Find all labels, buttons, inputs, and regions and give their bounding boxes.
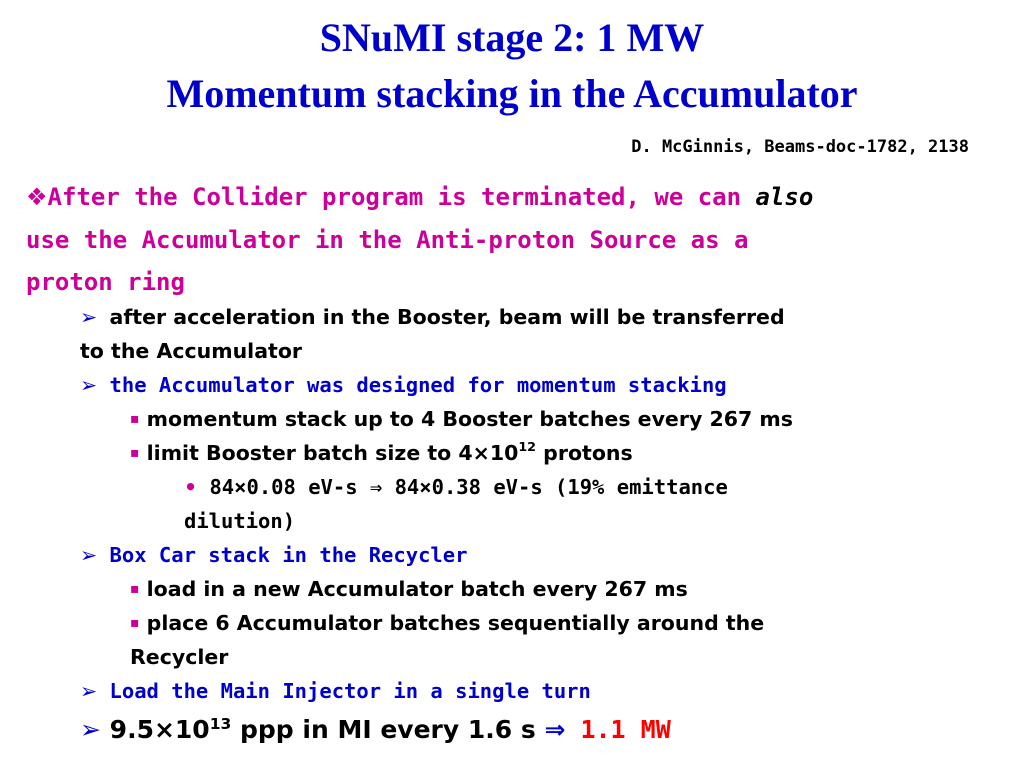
arrow-bullet-icon: ➢: [80, 543, 98, 567]
final-middle: ppp in MI every 1.6 s: [231, 715, 545, 744]
square-bullet-icon: ▪: [130, 445, 140, 461]
main-point-line-3: proton ring: [26, 268, 185, 296]
list-item-final: [80, 714, 671, 746]
item-text: Load the Main Injector in a single turn: [109, 679, 591, 703]
list-item-booster-transfer: [80, 304, 785, 330]
main-point-line-2: use the Accumulator in the Anti-proton Source as a: [26, 226, 749, 254]
square-bullet-icon: ▪: [130, 581, 140, 597]
arrow-bullet-icon: ➢: [80, 373, 98, 397]
square-bullet-icon: ▪: [130, 411, 140, 427]
slide-title-line-1: SNuMI stage 2: 1 MW: [319, 15, 705, 60]
dot-bullet-icon: •: [184, 475, 198, 499]
item-text: 84×0.08 eV-s ⇒ 84×0.38 eV-s (19% emittance: [209, 475, 728, 499]
list-item-emittance-cont: dilution): [184, 509, 296, 533]
list-item-stack-batches: [130, 406, 793, 432]
main-point-text: After the Collider program is terminated, we can: [47, 183, 756, 211]
slide-title-line-2: Momentum stacking in the Accumulator: [166, 71, 858, 116]
implies-arrow-icon: ⇒: [544, 715, 566, 744]
item-text: limit Booster batch size to 4×10: [146, 441, 519, 465]
arrow-bullet-icon: ➢: [80, 305, 98, 329]
item-text: the Accumulator was designed for momentum stacking: [109, 373, 727, 397]
list-item-box-car: [80, 542, 467, 568]
arrow-bullet-icon: ➢: [80, 679, 98, 703]
list-item-place-batches: [130, 610, 764, 636]
item-text: place 6 Accumulator batches sequentially around the: [146, 611, 765, 635]
diamond-bullet-icon: ❖: [26, 183, 48, 211]
exponent: 13: [209, 715, 232, 733]
square-bullet-icon: ▪: [130, 615, 140, 631]
item-text: momentum stack up to 4 Booster batches every 267 ms: [146, 407, 793, 431]
list-item-limit-batch: [130, 440, 633, 466]
list-item-accumulator-design: [80, 372, 727, 398]
list-item-place-batches-cont: Recycler: [130, 645, 229, 669]
list-item-load-batch: [130, 576, 688, 602]
final-result: 1.1 MW: [565, 715, 671, 744]
item-text: Box Car stack in the Recycler: [109, 543, 468, 567]
item-text: load in a new Accumulator batch every 267 ms: [146, 577, 688, 601]
main-point-line-1: [26, 182, 813, 212]
final-prefix: 9.5×10: [109, 715, 210, 744]
exponent: 12: [518, 439, 537, 454]
item-text: after acceleration in the Booster, beam will be transferred: [109, 305, 785, 329]
list-item-emittance: [184, 474, 728, 500]
list-item-booster-transfer-cont: to the Accumulator: [80, 339, 303, 363]
main-point-emphasis: also: [755, 183, 814, 211]
citation: D. McGinnis, Beams-doc-1782, 2138: [631, 137, 969, 157]
arrow-bullet-icon: ➢: [80, 715, 101, 744]
item-text-suffix: protons: [536, 441, 633, 465]
list-item-load-mi: [80, 678, 591, 704]
